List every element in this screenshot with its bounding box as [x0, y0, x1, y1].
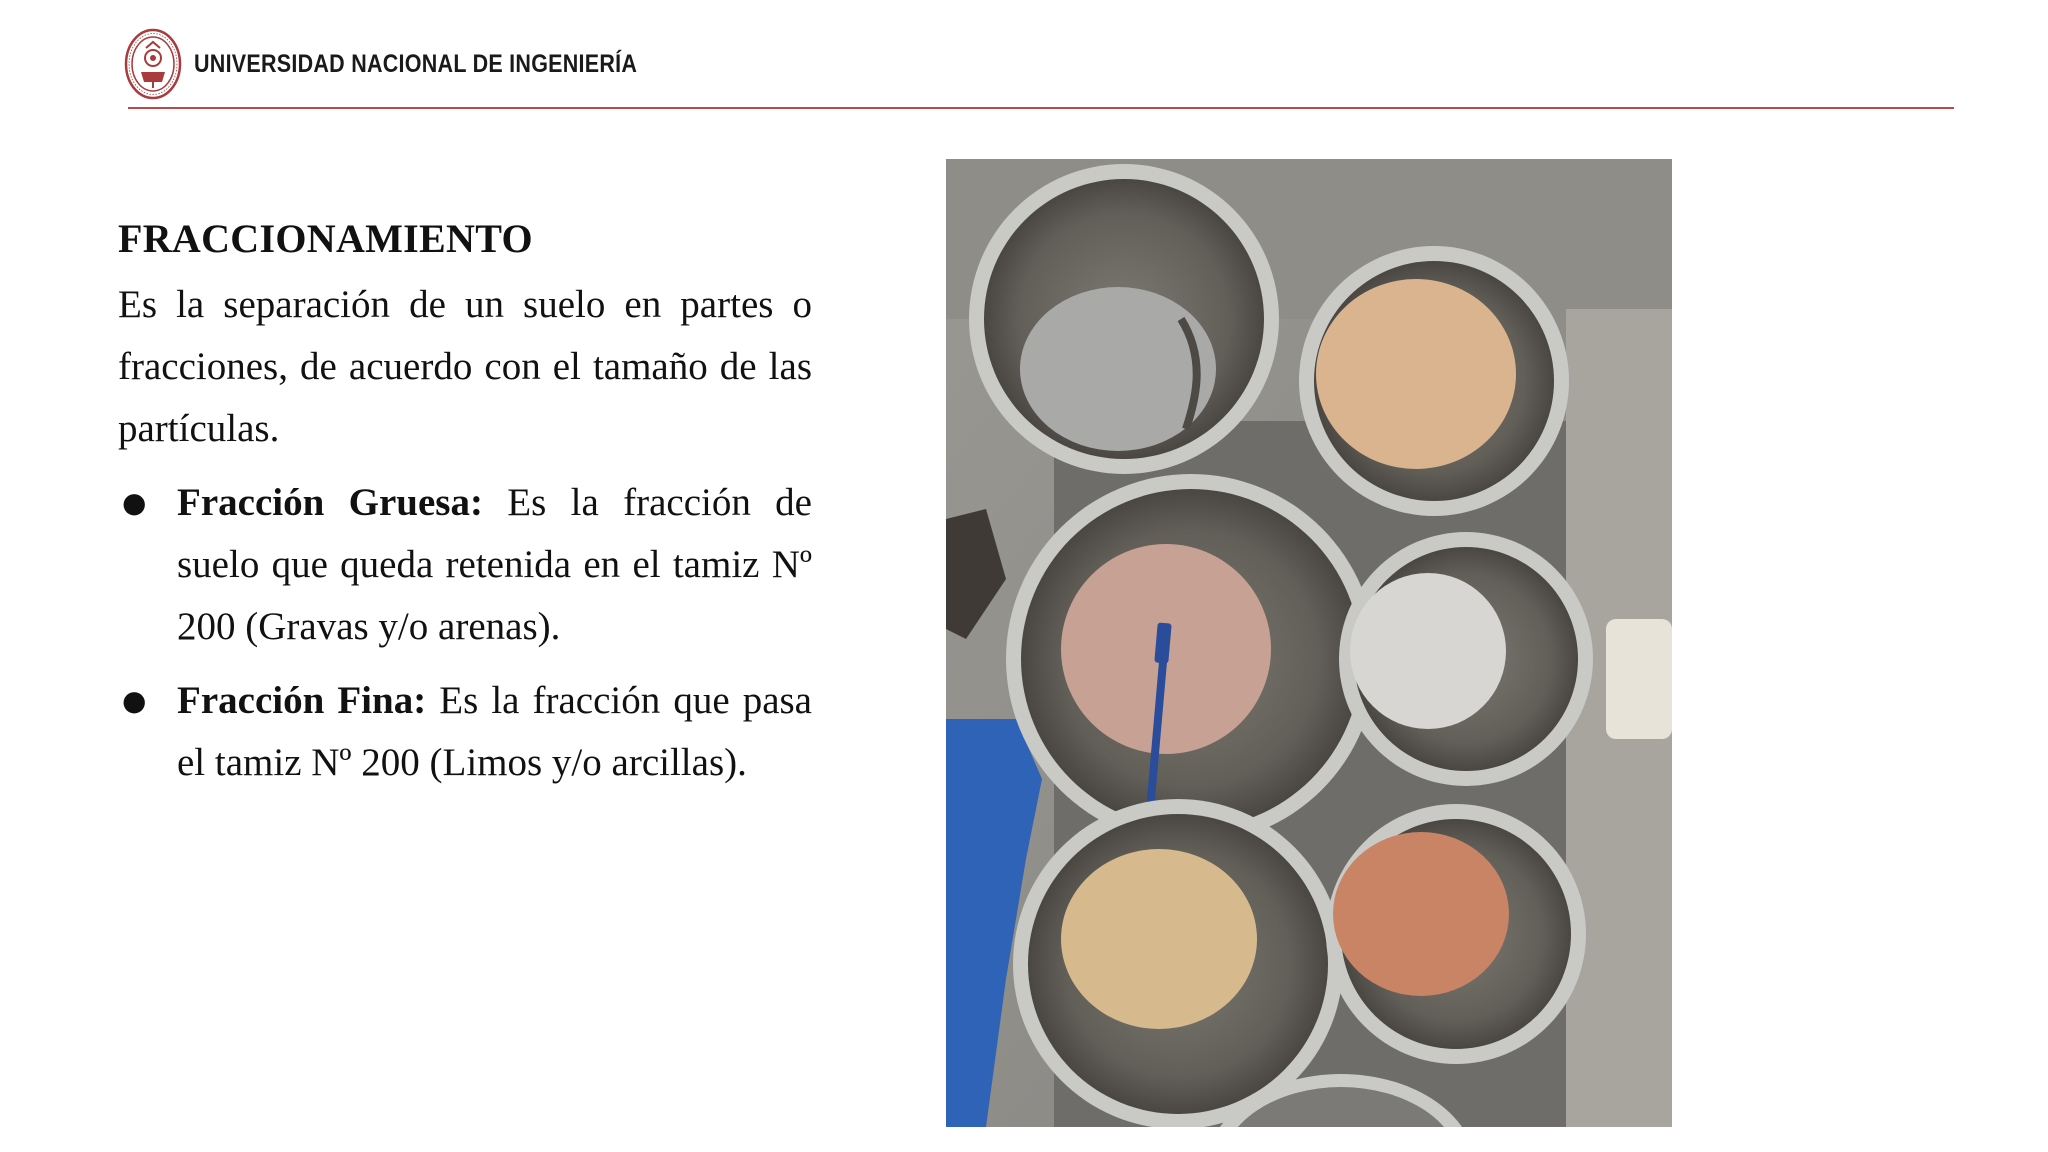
bullet-text: Es la fracción que pasa el tamiz Nº 200 (Limos y/o arcillas). [177, 679, 812, 784]
bowl-grey [969, 164, 1279, 474]
intro-paragraph: Es la separación de un suelo en partes o fracciones, de acuerdo con el tamaño de las partículas. [118, 283, 812, 450]
bullet-fine-fraction [118, 670, 812, 794]
bowl-red [1326, 804, 1586, 1064]
bowl-pink [1006, 474, 1376, 844]
university-name: UNIVERSIDAD NACIONAL DE INGENIERÍA [194, 49, 638, 78]
bullet-coarse-fraction [118, 472, 812, 658]
header [124, 26, 709, 102]
bullet-text: Es la fracción de suelo que queda retenida en el tamiz Nº 200 (Gravas y/o arenas). [177, 481, 812, 648]
soil-bowls-illustration [946, 159, 1672, 1127]
university-seal-icon [124, 28, 182, 100]
bullet-icon: ● [122, 684, 147, 717]
section-title: FRACCIONAMIENTO [118, 216, 533, 261]
bowl-tan [1299, 246, 1569, 516]
bullet-icon: ● [122, 486, 147, 519]
bullet-term: Fracción Fina: [177, 679, 427, 722]
bullet-list [118, 472, 812, 794]
header-divider [128, 107, 1954, 109]
soil-samples-photo [946, 159, 1672, 1127]
bowl-beige [1013, 799, 1343, 1127]
content-column [118, 212, 812, 806]
bullet-term: Fracción Gruesa: [177, 481, 483, 524]
bowl-white [1339, 532, 1593, 786]
